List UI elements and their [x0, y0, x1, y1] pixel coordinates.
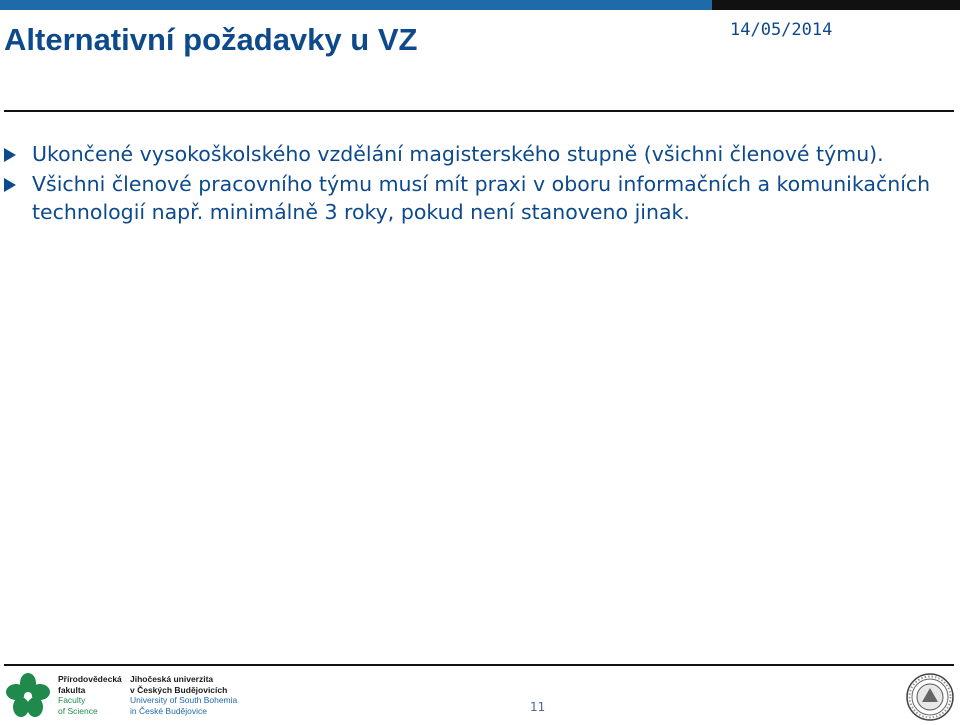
faculty-line: of Science [58, 705, 98, 716]
university-line: University of South Bohemia [130, 695, 238, 705]
university-seal-icon [904, 672, 956, 722]
faculty-line: Přírodovědecká [58, 674, 122, 684]
faculty-line: Faculty [58, 695, 86, 705]
bullet-list [4, 140, 954, 228]
slide-date: 14/05/2014 [730, 20, 833, 40]
footer-divider [4, 664, 954, 666]
slide-title: Alternativní požadavky u VZ [4, 22, 418, 57]
top-accent-bar [0, 0, 712, 10]
university-line: Jihočeská univerzita [130, 674, 214, 684]
flower-logo-icon [4, 672, 52, 720]
bullet-item [4, 170, 954, 226]
page-number: 11 [530, 700, 546, 714]
university-line: in České Budějovice [130, 705, 208, 716]
top-dark-bar [712, 0, 960, 10]
university-name [130, 674, 237, 716]
faculty-name [58, 674, 122, 716]
bullet-text: Všichni členové pracovního týmu musí mít praxi v oboru informačních a komunikačních technologií např. minimálně 3 roky, pokud není stanoveno jinak. [32, 172, 931, 224]
title-divider [4, 110, 954, 112]
bullet-item [4, 140, 954, 168]
triangle-bullet-icon [4, 178, 16, 192]
bullet-text: Ukončené vysokoškolského vzdělání magisterského stupně (všichni členové týmu). [32, 142, 884, 166]
university-line: v Českých Budějovicích [130, 684, 228, 695]
faculty-line: fakulta [58, 684, 86, 695]
triangle-bullet-icon [4, 148, 16, 162]
